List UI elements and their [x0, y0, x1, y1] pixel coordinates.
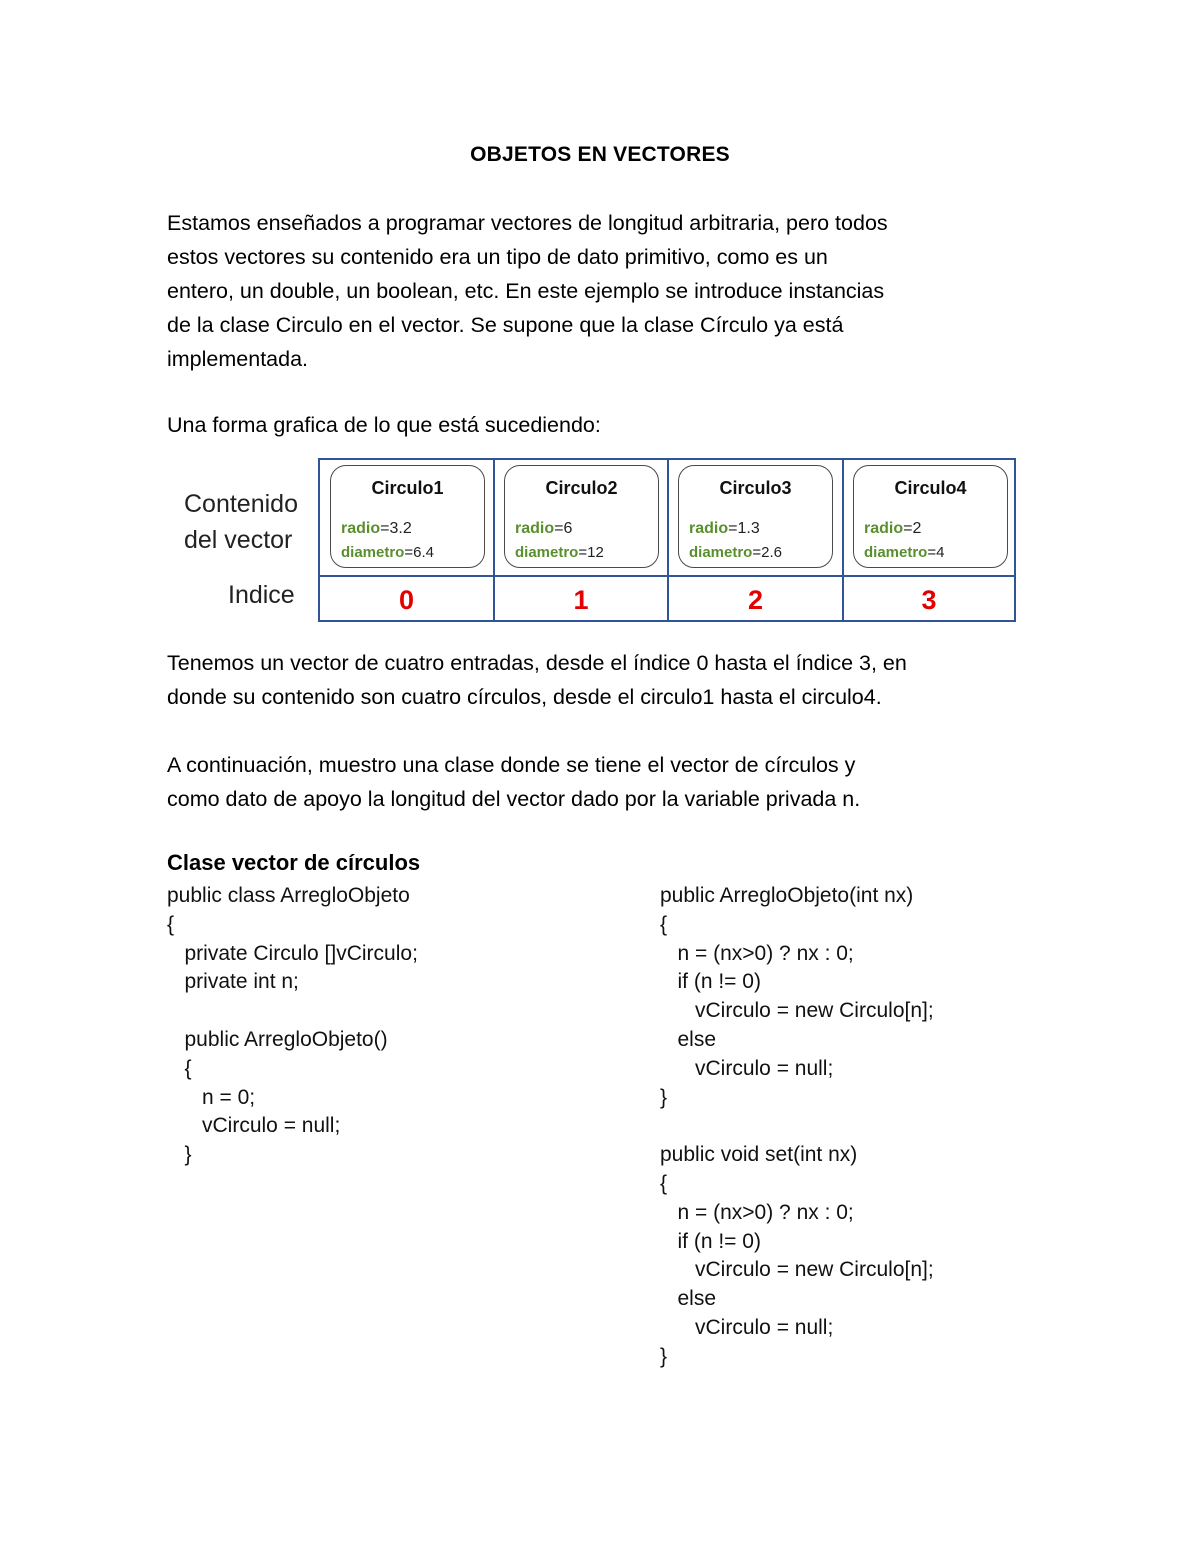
- code-line: else: [660, 1287, 717, 1311]
- circle-diameter: diametro=2.6: [689, 544, 782, 561]
- code-line: if (n != 0): [660, 1229, 761, 1253]
- circle-card: [330, 465, 485, 568]
- content-label-line: del vector: [184, 526, 293, 554]
- code-line: [167, 997, 418, 1026]
- code-block-left: [167, 882, 418, 1170]
- code-line: n = 0;: [167, 1085, 256, 1109]
- code-line: public ArregloObjeto(): [167, 1027, 388, 1051]
- code-line: {: [660, 1171, 668, 1195]
- code-block-right: [660, 882, 934, 1372]
- row-divider: [320, 575, 1014, 577]
- content-label-line: Contenido: [184, 490, 298, 518]
- code-line: }: [660, 1344, 668, 1368]
- paragraph-line: como dato de apoyo la longitud del vector dado por la variable privada n.: [167, 787, 861, 811]
- index-cell: 3: [921, 585, 937, 615]
- circle-radio: radio=3.2: [341, 520, 412, 537]
- code-line: }: [167, 1143, 192, 1167]
- code-line: private int n;: [167, 970, 299, 994]
- class-description: [167, 748, 1047, 816]
- page-title: OBJETOS EN VECTORES: [470, 143, 730, 166]
- circle-card: [504, 465, 659, 568]
- circle-card: [853, 465, 1008, 568]
- code-line: vCirculo = new Circulo[n];: [660, 999, 934, 1023]
- index-cell: 2: [747, 585, 764, 615]
- paragraph-line: Estamos enseñados a programar vectores de longitud arbitraria, pero todos: [167, 211, 888, 235]
- circle-name: Circulo1: [371, 478, 444, 498]
- paragraph-line: implementada.: [167, 347, 309, 371]
- circle-diameter: diametro=12: [515, 544, 604, 561]
- code-line: vCirculo = null;: [660, 1056, 834, 1080]
- code-line: if (n != 0): [660, 970, 761, 994]
- code-line: vCirculo = null;: [167, 1114, 341, 1138]
- vector-table: [318, 458, 1016, 622]
- index-cell: 0: [398, 585, 415, 615]
- code-line: private Circulo []vCirculo;: [167, 941, 418, 965]
- circle-diameter: diametro=4: [864, 544, 945, 561]
- content-row-label: [184, 486, 298, 558]
- code-line: {: [167, 1056, 192, 1080]
- paragraph-line: Tenemos un vector de cuatro entradas, desde el índice 0 hasta el índice 3, en: [167, 651, 907, 675]
- circle-radio: radio=1.3: [689, 520, 760, 537]
- circle-card: [678, 465, 833, 568]
- circle-name: Circulo3: [719, 478, 792, 498]
- paragraph-line: donde su contenido son cuatro círculos, desde el circulo1 hasta el circulo4.: [167, 685, 882, 709]
- circle-name: Circulo4: [894, 478, 967, 498]
- code-line: }: [660, 1085, 668, 1109]
- circle-diameter: diametro=6.4: [341, 544, 434, 561]
- code-line: vCirculo = new Circulo[n];: [660, 1258, 934, 1282]
- code-line: n = (nx>0) ? nx : 0;: [660, 941, 854, 965]
- code-line: public ArregloObjeto(int nx): [660, 884, 914, 907]
- code-line: public void set(int nx): [660, 1143, 858, 1167]
- index-cell: 1: [573, 585, 589, 615]
- paragraph-line: Una forma grafica de lo que está sucediendo:: [167, 413, 601, 437]
- circle-radio: radio=6: [515, 520, 573, 537]
- index-row-label: Indice: [228, 581, 295, 609]
- code-heading: Clase vector de círculos: [167, 850, 421, 875]
- code-line: else: [660, 1027, 717, 1051]
- paragraph-line: de la clase Circulo en el vector. Se supone que la clase Círculo ya está: [167, 313, 844, 337]
- paragraph-line: entero, un double, un boolean, etc. En este ejemplo se introduce instancias: [167, 279, 885, 303]
- circle-radio: radio=2: [864, 520, 922, 537]
- vector-description: [167, 646, 1047, 714]
- code-line: {: [660, 912, 668, 936]
- code-line: public class ArregloObjeto: [167, 884, 410, 907]
- intro-paragraph: [167, 206, 1047, 376]
- code-line: n = (nx>0) ? nx : 0;: [660, 1200, 854, 1224]
- circle-name: Circulo2: [545, 478, 618, 498]
- diagram-intro: [167, 408, 1047, 442]
- code-line: [660, 1112, 934, 1141]
- paragraph-line: estos vectores su contenido era un tipo de dato primitivo, como es un: [167, 245, 828, 269]
- code-line: vCirculo = null;: [660, 1315, 834, 1339]
- code-line: {: [167, 912, 175, 936]
- paragraph-line: A continuación, muestro una clase donde se tiene el vector de círculos y: [167, 753, 856, 777]
